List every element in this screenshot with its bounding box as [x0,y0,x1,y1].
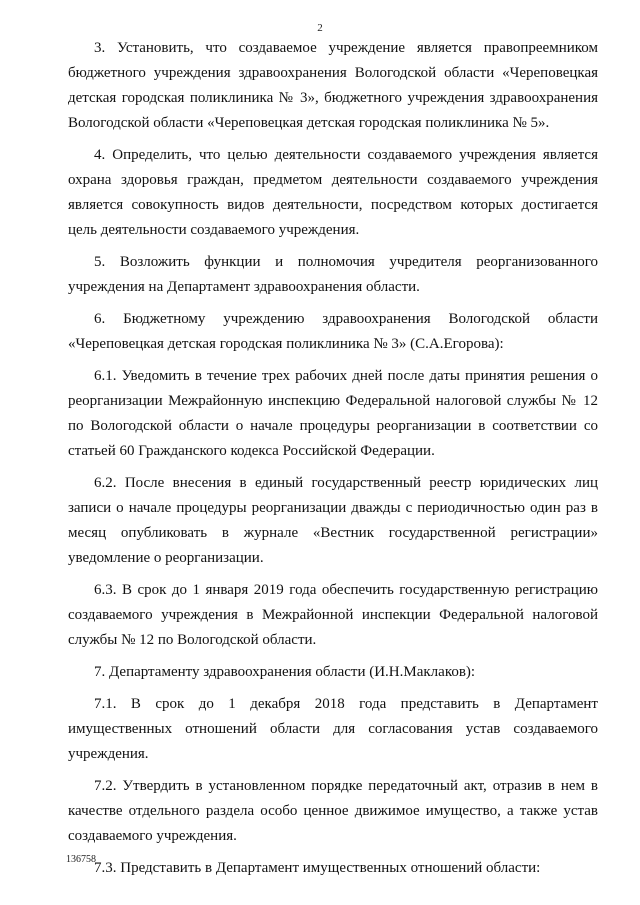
paragraph-4: 4. Определить, что целью деятельности создаваемого учреждения является охрана здоровья граждан, предметом деятельности создаваемого учреждения является совокупность видов деятельности, посредством которых достигается цель деятельности создаваемого учреждения. [68,147,598,238]
document-code: 136758 [66,854,96,865]
paragraph-6-1: 6.1. Уведомить в течение трех рабочих дней после даты принятия решения о реорганизации Межрайонную инспекцию Федеральной налоговой службы № 12 по Вологодской области о начале процедуры реорганизации в соответствии со статьей 60 Гражданского кодекса Российской Федерации. [68,368,598,459]
paragraph-7: 7. Департаменту здравоохранения области (И.Н.Маклаков): [94,664,476,680]
page-number: 2 [317,22,323,34]
paragraph-7-1: 7.1. В срок до 1 декабря 2018 года представить в Департамент имущественных отношений области для согласования устав создаваемого учреждения. [68,696,598,762]
paragraph-3: 3. Установить, что создаваемое учреждение является правопреемником бюджетного учреждения здравоохранения Вологодской области «Череповецкая детская городская поликлиника № 3», бюджетного учреждения здравоохранения Вологодской области «Череповецкая детская городская поликлиника № 5». [68,40,598,131]
paragraph-6-3: 6.3. В срок до 1 января 2019 года обеспечить государственную регистрацию создаваемого учреждения в Межрайонной инспекции Федеральной налоговой службы № 12 по Вологодской области. [68,582,598,648]
document-body [68,36,598,888]
paragraph-7-2: 7.2. Утвердить в установленном порядке передаточный акт, отразив в нем в качестве отдельного раздела особо ценное движимое имущество, а также устав создаваемого учреждения. [68,778,598,844]
paragraph-5: 5. Возложить функции и полномочия учредителя реорганизованного учреждения на Департамент здравоохранения области. [68,254,598,295]
paragraph-6-2: 6.2. После внесения в единый государственный реестр юридических лиц записи о начале процедуры реорганизации дважды с периодичностью один раз в месяц опубликовать в журнале «Вестник государственной регистрации» уведомление о реорганизации. [68,475,598,566]
paragraph-7-3: 7.3. Представить в Департамент имущественных отношений области: [94,860,541,876]
paragraph-6: 6. Бюджетному учреждению здравоохранения Вологодской области «Череповецкая детская городская поликлиника № 3» (С.А.Егорова): [68,311,598,352]
